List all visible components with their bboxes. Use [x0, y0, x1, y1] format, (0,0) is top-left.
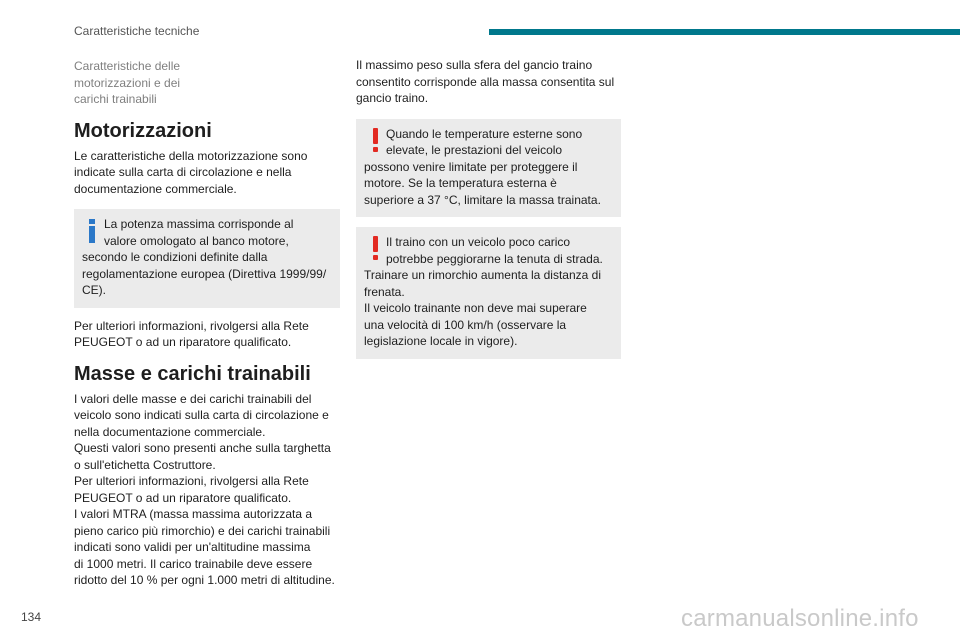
header-accent-bar — [489, 29, 960, 35]
heading-masse: Masse e carichi trainabili — [74, 362, 311, 385]
warning-icon — [364, 234, 386, 264]
masse-body: I valori delle masse e dei carichi trainabili del veicolo sono indicati sulla carta di circolazione e nella documentazione commerciale. Questi valori sono presenti anche sulla targhetta o sull'etichetta Costruttore. Per ulteriori informazioni, rivolgersi alla Rete PEUGEOT o ad un riparatore qualificato. I valori MTRA (massa massima autorizzata a pieno carico più rimorchio) e dei carichi trainabili indicati sono validi per un'altitudine massima di 1000 metri. Il carico trainabile deve essere ridotto del 10 % per ogni 1.000 metri di altitudine. — [74, 391, 335, 587]
info-icon — [82, 216, 104, 246]
watermark: carmanualsonline.info — [681, 605, 919, 632]
warning-box-towing — [356, 227, 621, 359]
left-column — [74, 58, 340, 601]
motorizzazioni-intro: Le caratteristiche della motorizzazione sono indicate sulla carta di circolazione e nella documentazione commerciale. — [74, 148, 308, 196]
warning-box-temperature — [356, 119, 621, 218]
right-column — [356, 57, 621, 369]
page-number: 134 — [21, 610, 42, 624]
running-header: Caratteristiche tecniche — [74, 24, 200, 38]
warning-box-towing-text: Il traino con un veicolo poco carico potrebbe peggiorarne la tenuta di strada. Trainare un rimorchio aumenta la distanza di frenata. Il veicolo trainante non deve mai superare una velocità di 100 km/h (osservare la legislazione locale in vigore). — [364, 235, 603, 348]
info-box-text: La potenza massima corrisponde al valore omologato al banco motore, secondo le condizioni definite dalla regolamentazione europea (Direttiva 1999/99/ CE). — [82, 217, 327, 297]
info-box — [74, 209, 340, 308]
right-intro: Il massimo peso sulla sfera del gancio traino consentito corrisponde alla massa consentita sul gancio traino. — [356, 58, 615, 105]
warning-box-temperature-text: Quando le temperature esterne sono elevate, le prestazioni del veicolo possono venire limitate per proteggere il motore. Se la temperatura esterna è superiore a 37 °C, limitare la massa trainata. — [364, 126, 601, 207]
warning-icon — [364, 126, 386, 156]
main-title: Caratteristiche delle motorizzazioni e dei carichi trainabili — [74, 59, 181, 106]
heading-motorizzazioni: Motorizzazioni — [74, 119, 212, 142]
motorizzazioni-outro: Per ulteriori informazioni, rivolgersi alla Rete PEUGEOT o ad un riparatore qualificato. — [74, 318, 309, 349]
